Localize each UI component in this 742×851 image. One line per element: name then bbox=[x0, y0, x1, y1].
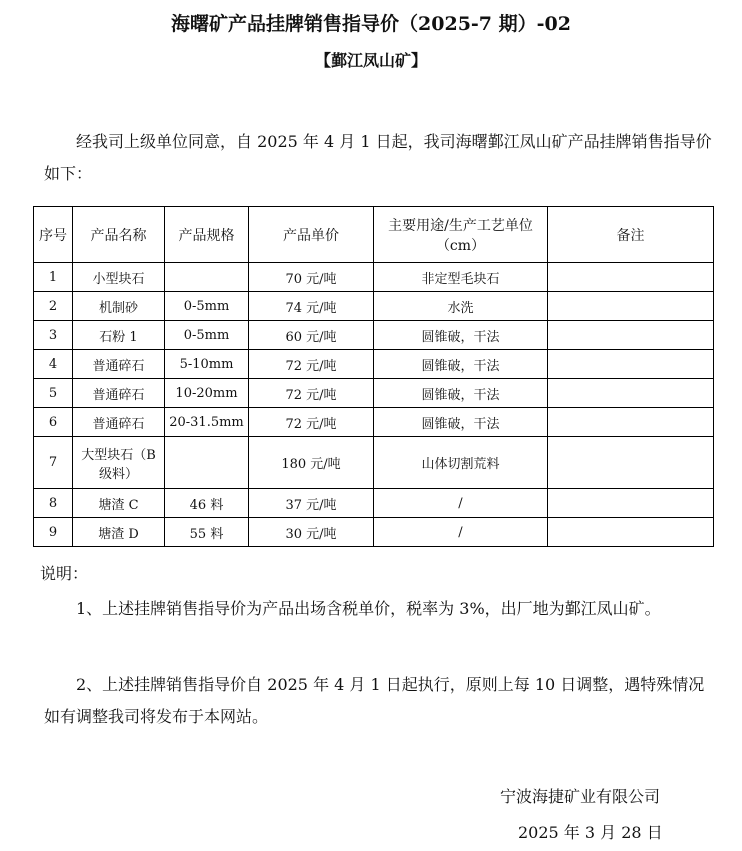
note-item: 2、上述挂牌销售指导价自 2025 年 4 月 1 日起执行，原则上每 10 日调整，遇特殊情况如有调整我司将发布于本网站。 bbox=[44, 675, 705, 726]
cell-unit-price: 72 元/吨 bbox=[249, 379, 374, 408]
cell-index: 5 bbox=[34, 379, 73, 408]
cell-spec: 5-10mm bbox=[165, 350, 249, 379]
intro-paragraph: 经我司上级单位同意，自 2025 年 4 月 1 日起，我司海曙鄞江凤山矿产品挂牌销售指导价如下： bbox=[44, 132, 712, 183]
company-signature: 宁波海捷矿业有限公司 bbox=[500, 787, 661, 806]
header-unit-price: 产品单价 bbox=[249, 207, 374, 263]
table-row bbox=[34, 321, 714, 350]
cell-unit-price: 60 元/吨 bbox=[249, 321, 374, 350]
cell-product-name: 普通碎石 bbox=[73, 350, 165, 379]
cell-spec: 10-20mm bbox=[165, 379, 249, 408]
cell-product-name: 大型块石（B级料） bbox=[73, 437, 165, 489]
table-row bbox=[34, 379, 714, 408]
cell-spec: 46 料 bbox=[165, 489, 249, 518]
cell-spec bbox=[165, 437, 249, 489]
cell-remarks bbox=[548, 292, 714, 321]
cell-usage: 圆锥破，干法 bbox=[374, 321, 548, 350]
cell-index: 9 bbox=[34, 518, 73, 547]
cell-unit-price: 74 元/吨 bbox=[249, 292, 374, 321]
cell-product-name: 机制砂 bbox=[73, 292, 165, 321]
cell-remarks bbox=[548, 489, 714, 518]
table-row bbox=[34, 489, 714, 518]
note-item: 1、上述挂牌销售指导价为产品出场含税单价，税率为 3%，出厂地为鄞江凤山矿。 bbox=[76, 599, 661, 618]
cell-usage: 圆锥破，干法 bbox=[374, 408, 548, 437]
cell-remarks bbox=[548, 408, 714, 437]
cell-product-name: 塘渣 C bbox=[73, 489, 165, 518]
notes-label: 说明： bbox=[40, 564, 89, 583]
header-usage: 主要用途/生产工艺单位（cm） bbox=[374, 207, 548, 263]
cell-index: 4 bbox=[34, 350, 73, 379]
cell-spec bbox=[165, 263, 249, 292]
cell-usage: 圆锥破，干法 bbox=[374, 379, 548, 408]
table-header-row bbox=[34, 207, 714, 263]
cell-index: 6 bbox=[34, 408, 73, 437]
cell-index: 8 bbox=[34, 489, 73, 518]
cell-remarks bbox=[548, 350, 714, 379]
cell-spec: 0-5mm bbox=[165, 292, 249, 321]
cell-product-name: 石粉 1 bbox=[73, 321, 165, 350]
header-spec: 产品规格 bbox=[165, 207, 249, 263]
cell-remarks bbox=[548, 518, 714, 547]
table-row bbox=[34, 408, 714, 437]
cell-index: 7 bbox=[34, 437, 73, 489]
cell-usage: 水洗 bbox=[374, 292, 548, 321]
cell-index: 2 bbox=[34, 292, 73, 321]
header-remarks: 备注 bbox=[548, 207, 714, 263]
cell-unit-price: 30 元/吨 bbox=[249, 518, 374, 547]
cell-spec: 55 料 bbox=[165, 518, 249, 547]
cell-product-name: 普通碎石 bbox=[73, 408, 165, 437]
mine-subtitle: 【鄞江凤山矿】 bbox=[314, 51, 427, 70]
cell-index: 3 bbox=[34, 321, 73, 350]
cell-unit-price: 180 元/吨 bbox=[249, 437, 374, 489]
table-row bbox=[34, 263, 714, 292]
cell-remarks bbox=[548, 379, 714, 408]
cell-unit-price: 37 元/吨 bbox=[249, 489, 374, 518]
table-row bbox=[34, 437, 714, 489]
header-index: 序号 bbox=[34, 207, 73, 263]
cell-index: 1 bbox=[34, 263, 73, 292]
table-row bbox=[34, 518, 714, 547]
cell-unit-price: 70 元/吨 bbox=[249, 263, 374, 292]
cell-spec: 0-5mm bbox=[165, 321, 249, 350]
cell-usage: / bbox=[374, 489, 548, 518]
page-title: 海曙矿产品挂牌销售指导价（2025-7 期）-02 bbox=[171, 13, 571, 35]
cell-product-name: 小型块石 bbox=[73, 263, 165, 292]
cell-remarks bbox=[548, 263, 714, 292]
table-row bbox=[34, 292, 714, 321]
table-body bbox=[34, 263, 714, 547]
cell-product-name: 塘渣 D bbox=[73, 518, 165, 547]
cell-usage: 山体切割荒料 bbox=[374, 437, 548, 489]
cell-spec: 20-31.5mm bbox=[165, 408, 249, 437]
cell-unit-price: 72 元/吨 bbox=[249, 350, 374, 379]
cell-usage: 圆锥破，干法 bbox=[374, 350, 548, 379]
price-table bbox=[33, 206, 714, 547]
signature-date: 2025 年 3 月 28 日 bbox=[518, 823, 663, 842]
cell-remarks bbox=[548, 437, 714, 489]
cell-product-name: 普通碎石 bbox=[73, 379, 165, 408]
cell-remarks bbox=[548, 321, 714, 350]
cell-usage: 非定型毛块石 bbox=[374, 263, 548, 292]
table-row bbox=[34, 350, 714, 379]
header-product-name: 产品名称 bbox=[73, 207, 165, 263]
cell-unit-price: 72 元/吨 bbox=[249, 408, 374, 437]
cell-usage: / bbox=[374, 518, 548, 547]
